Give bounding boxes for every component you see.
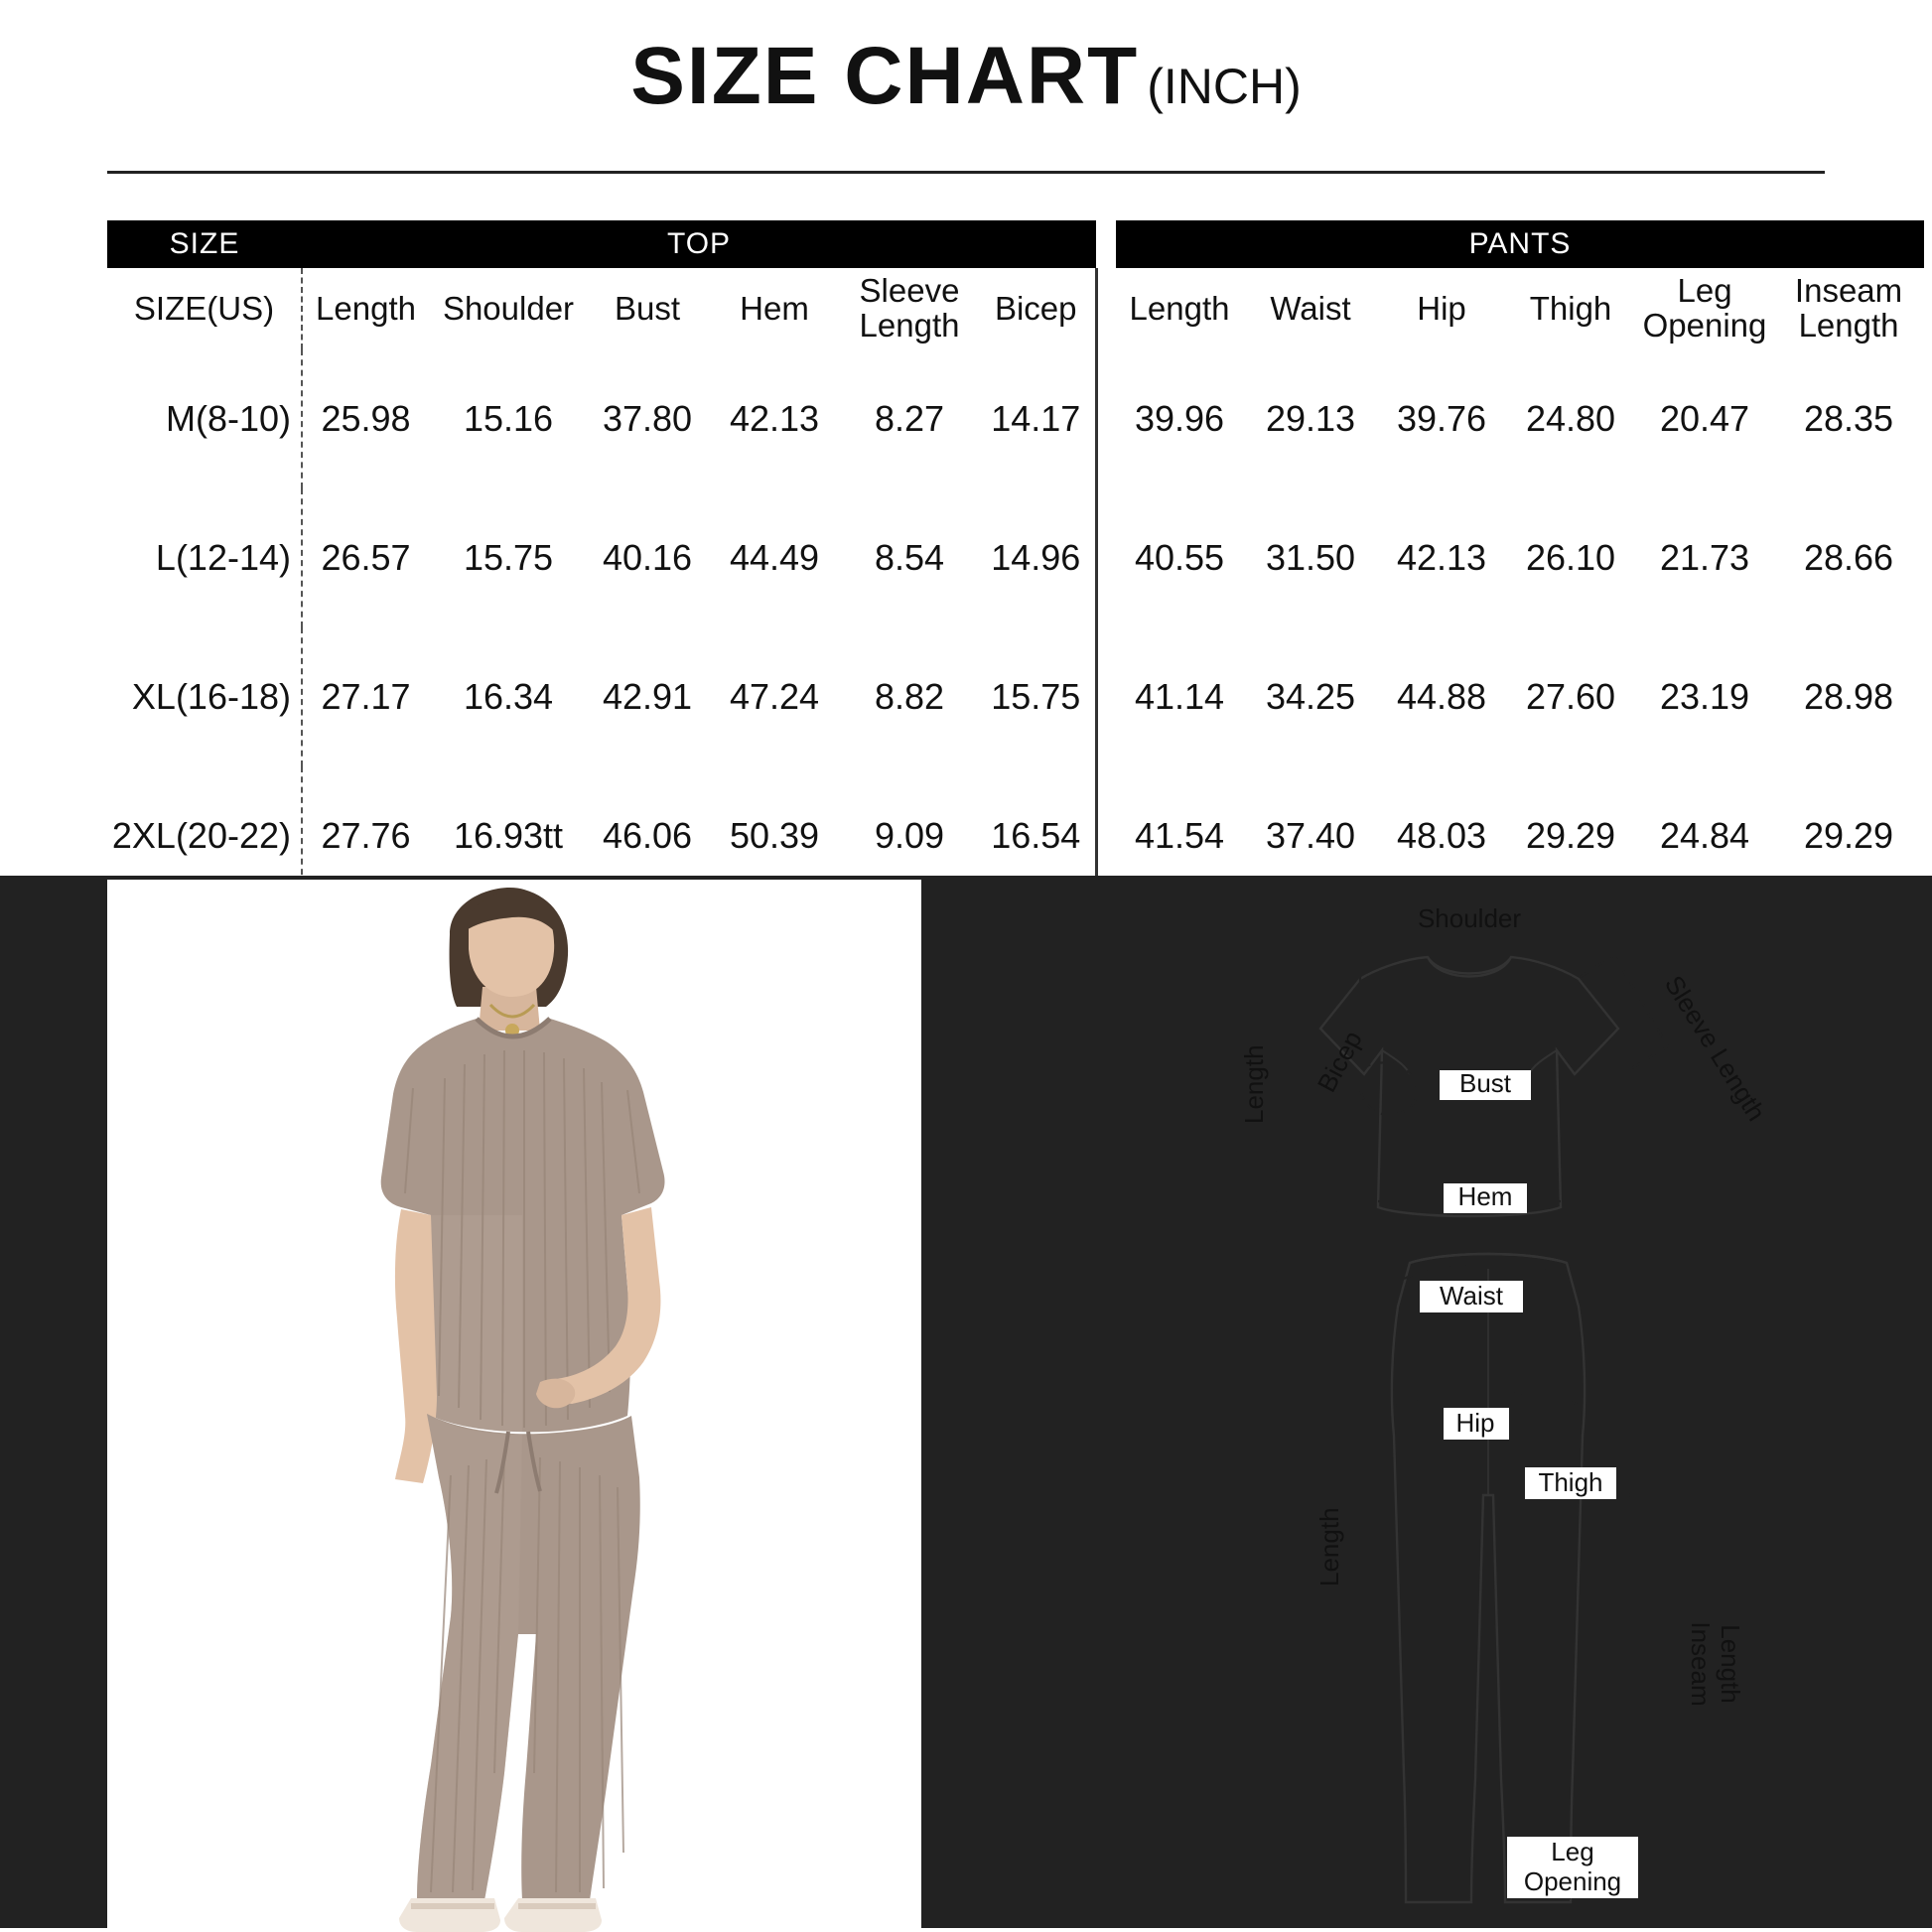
label-pants-hip: Hip — [1455, 1408, 1495, 1438]
bottom-section — [0, 880, 1932, 1932]
cell-top-bicep: 14.96 — [991, 537, 1081, 578]
table-row — [107, 349, 1924, 488]
label-pants-leg-opening-line2: Opening — [1523, 1866, 1622, 1896]
cell-pants-hip: 39.76 — [1396, 398, 1487, 439]
table-group-header-row — [107, 220, 1924, 268]
cell-top-bust: 46.06 — [602, 815, 693, 856]
col-pants-hip: Hip — [1417, 289, 1466, 327]
cell-pants-inseam-length: 29.29 — [1803, 815, 1894, 856]
col-top-bust: Bust — [614, 289, 681, 327]
label-top-sleeve-length: Sleeve Length — [1658, 970, 1772, 1127]
cell-top-hem: 44.49 — [729, 537, 820, 578]
cell-pants-waist: 34.25 — [1265, 676, 1356, 717]
cell-top-length: 25.98 — [302, 349, 429, 488]
col-pants-waist: Waist — [1270, 289, 1351, 327]
cell-pants-inseam-length: 28.35 — [1803, 398, 1894, 439]
cell-top-sleeve-length: 8.54 — [874, 537, 945, 578]
cell-pants-leg-opening: 21.73 — [1659, 537, 1750, 578]
cell-pants-thigh: 27.60 — [1525, 676, 1616, 717]
col-size-us: SIZE(US) — [133, 289, 275, 327]
label-pants-length: Length — [1314, 1507, 1344, 1587]
cell-top-hem: 42.13 — [729, 398, 820, 439]
cell-pants-leg-opening: 23.19 — [1659, 676, 1750, 717]
pants-diagram — [1314, 1254, 1745, 1912]
cell-size: XL(16-18) — [131, 676, 291, 717]
col-pants-thigh: Thigh — [1529, 289, 1612, 327]
cell-pants-thigh: 26.10 — [1525, 537, 1616, 578]
cell-pants-thigh: 29.29 — [1525, 815, 1616, 856]
cell-size: M(8-10) — [165, 398, 291, 439]
cell-pants-waist: 31.50 — [1265, 537, 1356, 578]
group-header-pants: PANTS — [1116, 220, 1924, 268]
tee-diagram — [1239, 903, 1771, 1216]
col-pants-inseam-line2: Length — [1798, 307, 1899, 344]
col-top-sleeve-length-line1: Sleeve — [859, 272, 960, 310]
label-pants-waist: Waist — [1439, 1281, 1504, 1311]
table-column-header-row — [107, 268, 1924, 349]
cell-top-bust: 37.80 — [602, 398, 693, 439]
cell-top-shoulder: 15.16 — [463, 398, 554, 439]
col-pants-inseam-line1: Inseam — [1794, 272, 1903, 310]
group-header-gap — [1096, 220, 1116, 268]
cell-pants-waist: 29.13 — [1265, 398, 1356, 439]
cell-top-hem: 50.39 — [729, 815, 820, 856]
label-pants-thigh: Thigh — [1538, 1467, 1603, 1497]
col-separator — [1096, 268, 1116, 349]
cell-separator — [1096, 488, 1116, 627]
cell-pants-length: 40.55 — [1134, 537, 1225, 578]
group-header-size: SIZE — [107, 220, 302, 268]
col-pants-inseam-length — [1773, 268, 1924, 349]
col-pants-leg-opening-line1: Leg — [1677, 272, 1732, 310]
table-row — [107, 627, 1924, 766]
cell-pants-inseam-length: 28.66 — [1803, 537, 1894, 578]
col-pants-length: Length — [1129, 289, 1230, 327]
divider-top — [107, 171, 1825, 174]
model-photo — [107, 880, 921, 1932]
label-top-bust: Bust — [1458, 1068, 1512, 1098]
cell-top-sleeve-length: 8.82 — [874, 676, 945, 717]
cell-top-sleeve-length: 8.27 — [874, 398, 945, 439]
label-top-hem: Hem — [1457, 1181, 1513, 1211]
cell-pants-leg-opening: 20.47 — [1659, 398, 1750, 439]
cell-top-sleeve-length: 9.09 — [874, 815, 945, 856]
col-top-shoulder: Shoulder — [442, 289, 575, 327]
label-pants-inseam-line1: Inseam — [1686, 1621, 1716, 1707]
label-top-bicep: Bicep — [1311, 1026, 1368, 1097]
cell-top-bicep: 14.17 — [991, 398, 1081, 439]
label-top-length: Length — [1239, 1044, 1269, 1124]
cell-separator — [1096, 627, 1116, 766]
diagram-svg — [1112, 880, 1866, 1932]
cell-top-length: 27.76 — [302, 766, 429, 905]
cell-pants-length: 39.96 — [1134, 398, 1225, 439]
col-pants-leg-opening — [1636, 268, 1773, 349]
page-title — [0, 30, 1932, 123]
cell-top-bicep: 15.75 — [991, 676, 1081, 717]
title-unit: (INCH) — [1147, 59, 1302, 114]
cell-pants-hip: 44.88 — [1396, 676, 1487, 717]
cell-top-shoulder: 16.93tt — [453, 815, 564, 856]
cell-top-length: 26.57 — [302, 488, 429, 627]
label-top-shoulder: Shoulder — [1417, 903, 1522, 933]
table-row — [107, 488, 1924, 627]
cell-separator — [1096, 349, 1116, 488]
cell-pants-hip: 48.03 — [1396, 815, 1487, 856]
cell-pants-length: 41.14 — [1134, 676, 1225, 717]
cell-top-bicep: 16.54 — [991, 815, 1081, 856]
col-pants-leg-opening-line2: Opening — [1642, 307, 1767, 344]
col-top-hem: Hem — [740, 289, 809, 327]
group-header-top: TOP — [302, 220, 1096, 268]
cell-size: 2XL(20-22) — [111, 815, 291, 856]
cell-top-shoulder: 15.75 — [463, 537, 554, 578]
cell-pants-length: 41.54 — [1134, 815, 1225, 856]
cell-pants-hip: 42.13 — [1396, 537, 1487, 578]
cell-top-shoulder: 16.34 — [463, 676, 554, 717]
size-table-wrapper — [107, 220, 1903, 905]
model-illustration — [107, 880, 921, 1932]
col-top-length: Length — [302, 268, 429, 349]
cell-top-bust: 42.91 — [602, 676, 693, 717]
cell-pants-leg-opening: 24.84 — [1659, 815, 1750, 856]
col-top-bicep: Bicep — [994, 289, 1077, 327]
size-table — [107, 220, 1924, 905]
cell-pants-waist: 37.40 — [1265, 815, 1356, 856]
cell-top-length: 27.17 — [302, 627, 429, 766]
cell-pants-thigh: 24.80 — [1525, 398, 1616, 439]
cell-pants-inseam-length: 28.98 — [1803, 676, 1894, 717]
cell-top-bust: 40.16 — [602, 537, 693, 578]
title-text: SIZE CHART — [630, 31, 1140, 121]
label-pants-inseam-line2: Length — [1716, 1624, 1745, 1704]
cell-top-hem: 47.24 — [729, 676, 820, 717]
col-top-sleeve-length-line2: Length — [859, 307, 960, 344]
cell-size: L(12-14) — [155, 537, 291, 578]
measurement-diagram — [1112, 880, 1866, 1932]
label-pants-leg-opening-line1: Leg — [1551, 1837, 1594, 1866]
col-top-sleeve-length — [842, 268, 977, 349]
